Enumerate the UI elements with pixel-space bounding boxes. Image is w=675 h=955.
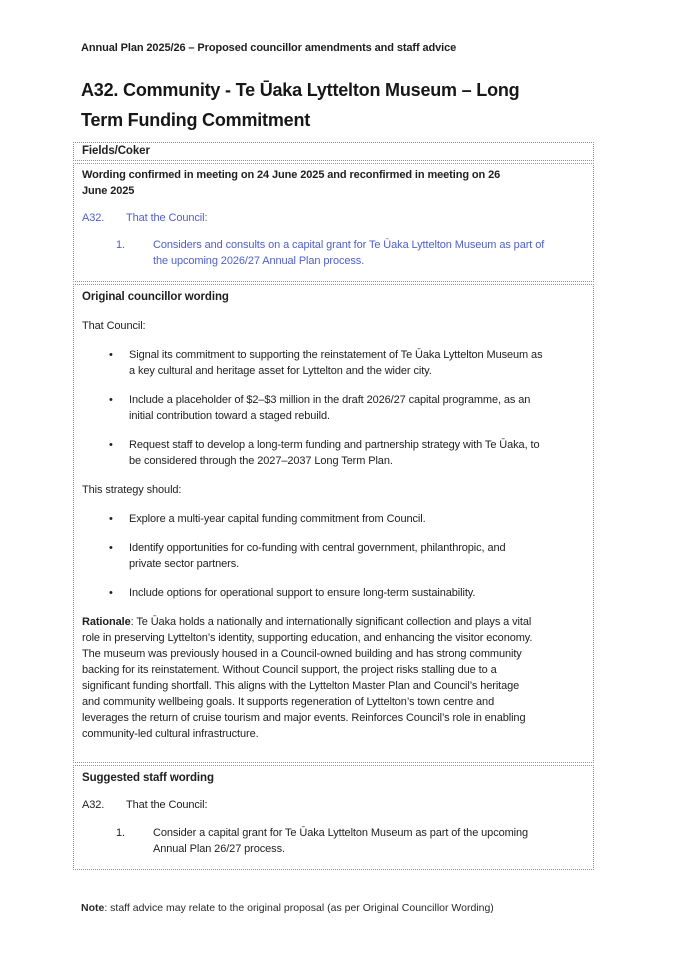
item-text: Considers and consults on a capital grant for Te Ūaka Lyttelton Museum as part of the upcoming 2026/27 Annual Plan process.	[153, 239, 545, 267]
bullet-item	[109, 437, 585, 469]
movers-row	[73, 142, 594, 161]
bullet-item	[109, 585, 585, 601]
bullet-item	[109, 392, 585, 424]
bullet-text: Explore a multi-year capital funding commitment from Council.	[129, 513, 426, 525]
original-wording-heading: Original councillor wording	[82, 291, 229, 303]
movers-names: Fields/Coker	[82, 145, 150, 157]
clause-intro: That the Council:	[126, 799, 208, 811]
footer-note	[81, 902, 675, 915]
item-number: 1.	[116, 827, 125, 839]
bullet-item	[109, 540, 585, 572]
bullet-item	[109, 511, 585, 527]
confirmation-line-2: June 2025	[82, 185, 135, 197]
bullet-text: Request staff to develop a long-term funding and partnership strategy with Te Ūaka, to be considered through the 2027–2037 Long Term Plan.	[129, 439, 540, 467]
bullet-icon: •	[109, 439, 113, 451]
confirmed-clause	[82, 210, 585, 226]
document-title-line-2: Term Funding Commitment	[81, 110, 311, 130]
rationale-first-line: Rationale: Te Ūaka holds a nationally and internationally significant collection and plays a vital	[82, 616, 532, 628]
bullet-text: Include options for operational support to ensure long-term sustainability.	[129, 587, 476, 599]
confirmed-item-1	[116, 237, 585, 269]
clause-ref: A32.	[82, 212, 105, 224]
clause-ref: A32.	[82, 799, 105, 811]
bullet-text: Signal its commitment to supporting the reinstatement of Te Ūaka Lyttelton Museum as a key cultural and heritage asset for Lyttelton and the wider city.	[129, 349, 543, 377]
confirmed-wording-row	[73, 163, 594, 282]
bullet-icon: •	[109, 542, 113, 554]
note-text: : staff advice may relate to the original proposal (as per Original Councillor Wording)	[104, 902, 494, 914]
clause-intro: That the Council:	[126, 212, 208, 224]
bullet-item	[109, 347, 585, 379]
staff-wording-row	[73, 765, 594, 870]
rationale-label: Rationale	[82, 616, 131, 628]
document-title	[81, 75, 675, 135]
bullet-icon: •	[109, 394, 113, 406]
item-number: 1.	[116, 239, 125, 251]
amendment-table	[73, 142, 594, 870]
bullet-icon: •	[109, 587, 113, 599]
page-header: Annual Plan 2025/26 – Proposed councillor amendments and staff advice	[81, 42, 457, 54]
original-wording-row	[73, 284, 594, 763]
document-title-line-1: A32. Community - Te Ūaka Lyttelton Museum – Long	[81, 80, 520, 100]
staff-clause	[82, 797, 585, 813]
rationale-paragraph: Rationale: Te Ūaka holds a nationally and internationally significant collection and plays a vital role in preserving Lyttelton’s identity, supporting education, and enhancing the visitor economy. The museum was previously housed in a Council-owned building and has strong community backing for its reinstatement. Without Council support, the project risks stalling due to a significant funding shortfall. This aligns with the Lyttelton Master Plan and Council’s heritage and community wellbeing goals. It supports regeneration of Lyttelton’s town centre and leverages the return of cruise tourism and major events. Reinforces Council’s role in enabling community-led cultural infrastructure.	[82, 614, 585, 742]
confirmation-statement	[82, 167, 585, 199]
bullet-icon: •	[109, 513, 113, 525]
item-text: Consider a capital grant for Te Ūaka Lyttelton Museum as part of the upcoming Annual Plan 26/27 process.	[153, 827, 529, 855]
confirmation-line-1: Wording confirmed in meeting on 24 June 2025 and reconfirmed in meeting on 26	[82, 169, 501, 181]
bullet-icon: •	[109, 349, 113, 361]
staff-item-1	[116, 825, 585, 857]
bullet-text: Include a placeholder of $2–$3 million in the draft 2026/27 capital programme, as an initial contribution toward a staged rebuild.	[129, 394, 531, 422]
bullet-text: Identify opportunities for co-funding with central government, philanthropic, and private sector partners.	[129, 542, 506, 570]
original-intro: That Council:	[82, 320, 146, 332]
staff-wording-heading: Suggested staff wording	[82, 772, 214, 784]
strategy-intro: This strategy should:	[82, 484, 182, 496]
note-label: Note	[81, 902, 105, 914]
